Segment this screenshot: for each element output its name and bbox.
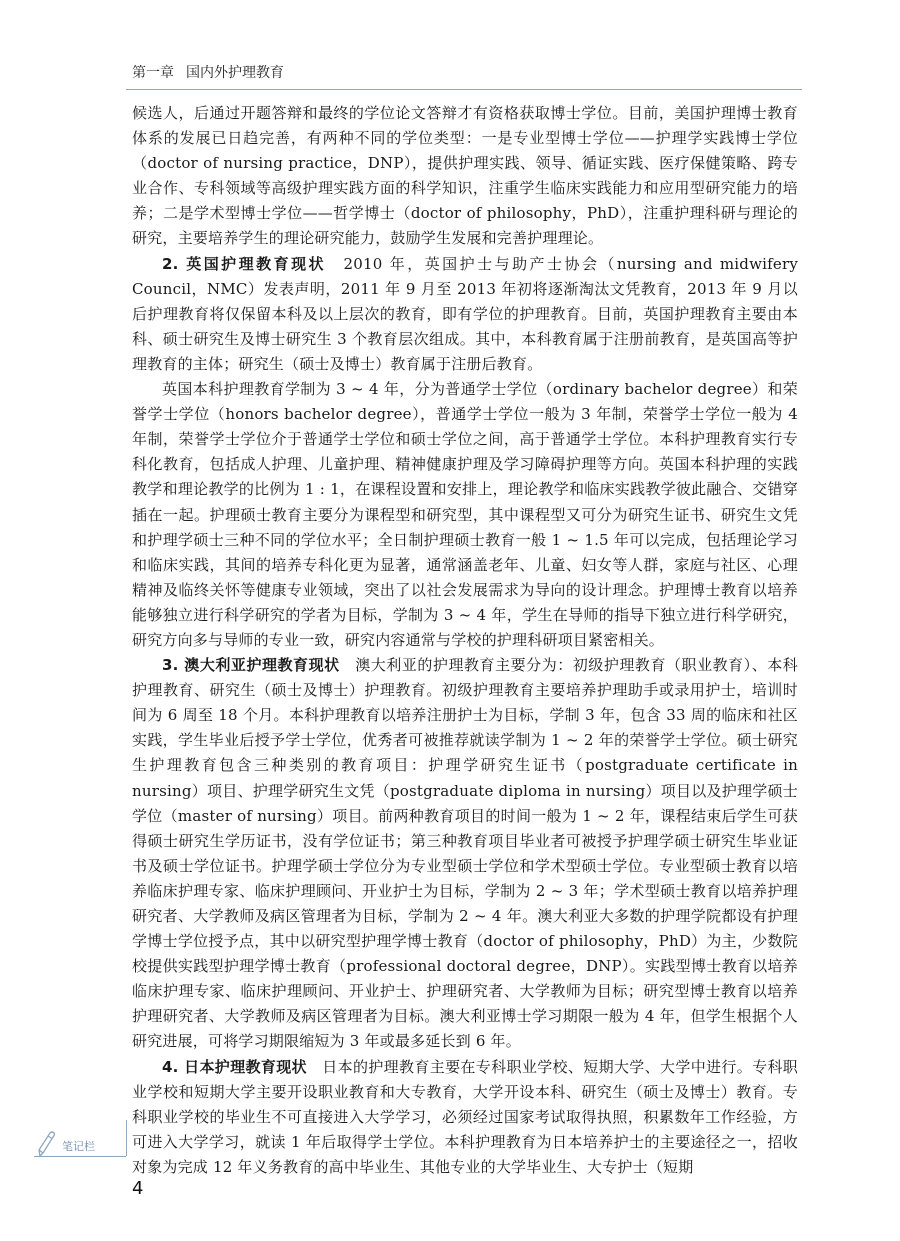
notes-divider [126,1120,127,1156]
paragraph-text: 澳大利亚的护理教育主要分为：初级护理教育（职业教育）、本科护理教育、研究生（硕士及博士）护理教育。初级护理教育主要培养护理助手或录用护士，培训时间为 6 周至 18 个月。本科护理教育以培养注册护士为目标，学制 3 年，包含 33 周的临床和社区实践，学生毕业后授予学士学位，优秀者可被推荐就读学制为 1 ~ 2 年的荣誉学士学位。硕士研究生护理教育包含三种类别的教育项目：护理学研究生证书（postgraduate certificate in nursing）项目、护理学研究生文凭（postgraduate diploma in nursing）项目以及护理学硕士学位（master of nursing）项目。前两种教育项目的时间一般为 1 ~ 2 年，课程结束后学生可获得硕士研究生学历证书，没有学位证书；第三种教育项目毕业者可被授予护理学硕士研究生毕业证书及硕士学位证书。护理学硕士学位分为专业型硕士学位和学术型硕士学位。专业型硕士教育以培养临床护理专家、临床护理顾问、开业护士为目标，学制为 2 ~ 3 年；学术型硕士教育以培养护理研究者、大学教师及病区管理者为目标，学制为 2 ~ 4 年。澳大利亚大多数的护理学院都设有护理学博士学位授予点，其中以研究型护理学博士教育（doctor of philosophy，PhD）为主，少数院校提供实践型护理学博士教育（professional doctoral degree，DNP）。实践型博士教育以培养临床护理专家、临床护理顾问、开业护士、护理研究者、大学教师为目标；研究型博士教育以培养护理研究者、大学教师及病区管理者为目标。澳大利亚博士学习期限一般为 4 年，但学生根据个人研究进展，可将学习期限缩短为 3 年或最多延长到 6 年。 [132,656,798,1051]
paragraph-text: 日本的护理教育主要在专科职业学校、短期大学、大学中进行。专科职业学校和短期大学主要开设职业教育和大专教育，大学开设本科、研究生（硕士及博士）教育。专科职业学校的毕业生不可直接进入大学学习，必须经过国家考试取得执照，积累数年工作经验，方可进入大学学习，就读 1 年后取得学士学位。本科护理教育为日本培养护士的主要途径之一，招收对象为完成 12 年义务教育的高中毕业生、其他专业的大学毕业生、大专护士（短期 [132,1057,798,1176]
notes-underline [34,1156,126,1157]
paragraph-text: 2010 年，英国护士与助产士协会（nursing and midwifery Council，NMC）发表声明，2011 年 9 月至 2013 年初将逐渐淘汰文凭教育，2013 年 9 月以后护理教育将仅保留本科及以上层次的教育，即有学位的护理教育。目前，英国护理教育主要由本科、硕士研究生及博士研究生 3 个教育层次组成。其中，本科教育属于注册前教育，是英国高等护理教育的主体；研究生（硕士及博士）教育属于注册后教育。 [132,254,799,373]
page-number: 4 [132,1178,144,1199]
section-heading-australia: 3. 澳大利亚护理教育现状 [162,656,340,675]
running-header [132,62,284,82]
paragraph [132,1055,798,1180]
paragraph [132,101,798,252]
chapter-title: 国内外护理教育 [186,65,284,81]
paragraph [132,377,798,653]
section-heading-japan: 4. 日本护理教育现状 [162,1057,307,1076]
paragraph [132,252,798,377]
notes-label: 笔记栏 [62,1140,95,1153]
paragraph-text: 候选人，后通过开题答辩和最终的学位论文答辩才有资格获取博士学位。目前，美国护理博士教育体系的发展已日趋完善，有两种不同的学位类型：一是专业型博士学位——护理学实践博士学位（doctor of nursing practice，DNP），提供护理实践、领导、循证实践、医疗保健策略、跨专业合作、专科领域等高级护理实践方面的科学知识，注重学生临床实践能力和应用型研究能力的培养；二是学术型博士学位——哲学博士（doctor of philosophy，PhD），注重护理科研与理论的研究，主要培养学生的理论研究能力，鼓励学生发展和完善护理理论。 [132,104,798,248]
paragraph-text: 英国本科护理教育学制为 3 ~ 4 年，分为普通学士学位（ordinary bachelor degree）和荣誉学士学位（honors bachelor degree），普通学士学位一般为 3 年制，荣誉学士学位一般为 4 年制，荣誉学士学位介于普通学士学位和硕士学位之间，高于普通学士学位。本科护理教育实行专科化教育，包括成人护理、儿童护理、精神健康护理及学习障碍护理等方向。英国本科护理的实践教学和理论教学的比例为 1 : 1，在课程设置和安排上，理论教学和临床实践教学彼此融合、交错穿插在一起。护理硕士教育主要分为课程型和研究型，其中课程型又可分为研究生证书、研究生文凭和护理学硕士三种不同的学位水平；全日制护理硕士教育一般 1 ~ 1.5 年可以完成，包括理论学习和临床实践，其间的培养专科化更为显著，通常涵盖老年、儿童、妇女等人群，家庭与社区、心理精神及临终关怀等健康专业领域，突出了以社会发展需求为导向的设计理念。护理博士教育以培养能够独立进行科学研究的学者为目标，学制为 3 ~ 4 年，学生在导师的指导下独立进行科学研究，研究方向多与导师的专业一致，研究内容通常与学校的护理科研项目紧密相关。 [132,380,798,649]
paragraph [132,653,798,1055]
notes-column [34,1130,126,1158]
header-divider [126,89,802,90]
pencil-icon [36,1130,56,1158]
section-heading-uk: 2. 英国护理教育现状 [162,254,327,273]
body-text [132,101,798,1180]
chapter-number: 第一章 [132,65,174,81]
